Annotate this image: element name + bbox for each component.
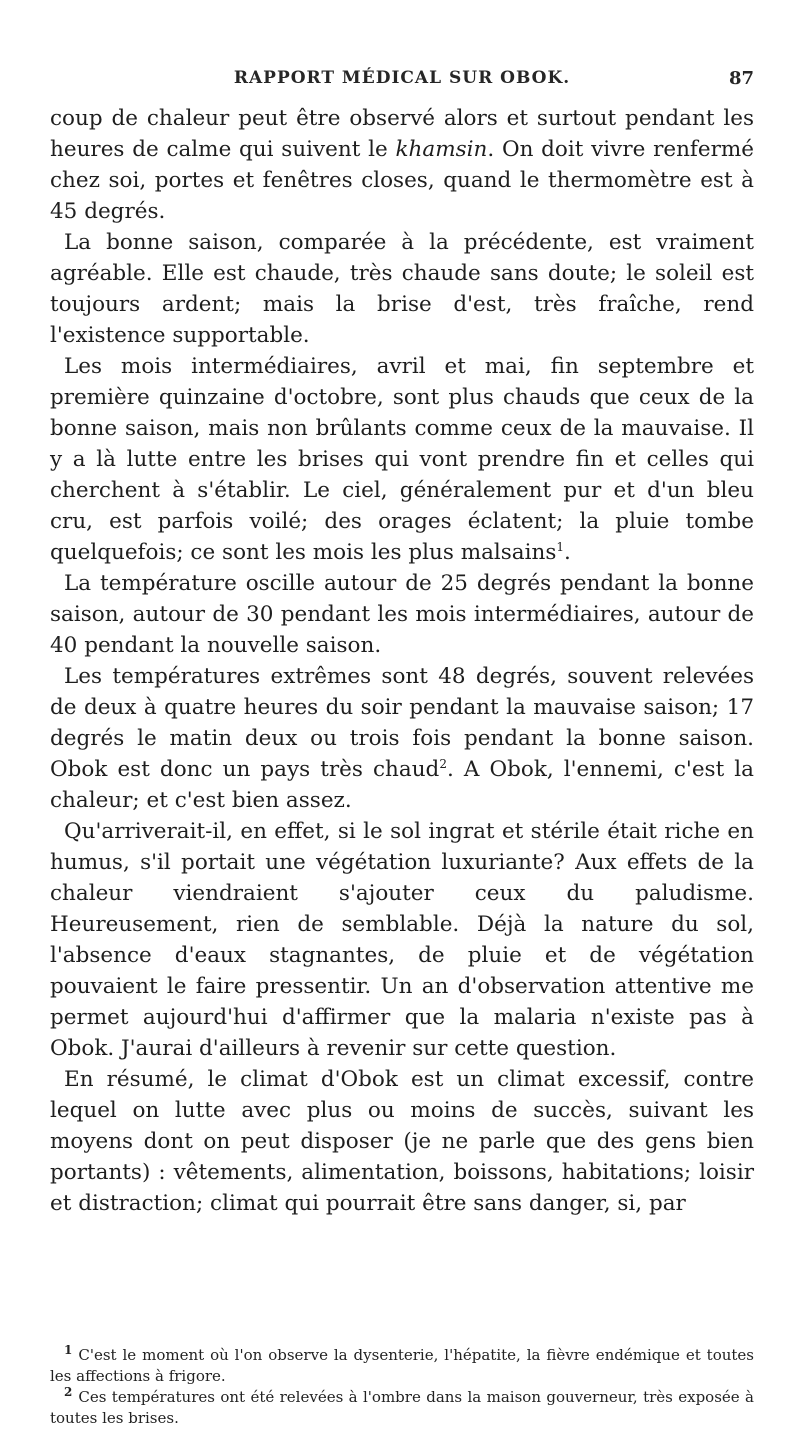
- footnote-1-text: C'est le moment où l'on observe la dysenterie, l'hépatite, la fièvre endémique et toutes les affections à frigore.: [50, 1346, 754, 1385]
- paragraph-3-part-b: .: [564, 540, 571, 565]
- paragraph-1: [50, 103, 754, 227]
- paragraph-1-part-b: . On doit vivre renfermé chez soi, portes et fenêtres closes, quand le thermomètre est à 45 degrés.: [50, 137, 754, 224]
- footnote-1-mark: 1: [64, 1343, 73, 1357]
- paragraph-4: La température oscille autour de 25 degrés pendant la bonne saison, autour de 30 pendant les mois intermédiaires, autour de 40 pendant la nouvelle saison.: [50, 571, 754, 658]
- footnote-2-text: Ces températures ont été relevées à l'ombre dans la maison gouverneur, très exposée à toutes les brises.: [50, 1388, 754, 1427]
- paragraph-7: En résumé, le climat d'Obok est un climat excessif, contre lequel on lutte avec plus ou moins de succès, suivant les moyens dont on peut disposer (je ne parle que des gens bien portants) : vêtements, alimentation, boissons, habitations; loisir et distraction; climat qui pourrait être sans danger, si, par: [50, 1067, 754, 1216]
- paragraph-5-part-b: . A Obok, l'ennemi, c'est la chaleur; et c'est bien assez.: [50, 757, 754, 813]
- paragraph-6: Qu'arriverait-il, en effet, si le sol ingrat et stérile était riche en humus, s'il portait une végétation luxuriante? Aux effets de la chaleur viendraient s'ajouter ceux du paludisme. Heureusement, rien de semblable. Déjà la nature du sol, l'absence d'eaux stagnantes, de pluie et de végétation pouvaient le faire pressentir. Un an d'observation attentive me permet aujourd'hui d'affirmer que la malaria n'existe pas à Obok. J'aurai d'ailleurs à revenir sur cette question.: [50, 819, 754, 1061]
- footnote-2: [50, 1387, 754, 1429]
- running-head: RAPPORT MÉDICAL SUR OBOK.: [233, 68, 571, 88]
- paragraph-2: La bonne saison, comparée à la précédente, est vraiment agréable. Elle est chaude, très chaude sans doute; le soleil est toujours ardent; mais la brise d'est, très fraîche, rend l'existence supportable.: [50, 230, 754, 348]
- footnote-2-mark: 2: [64, 1385, 73, 1399]
- page-header: [50, 66, 754, 96]
- footnote-ref-2: 2: [439, 756, 447, 771]
- paragraph-5: [50, 661, 754, 816]
- paragraph-3: [50, 351, 754, 568]
- body-text: [50, 103, 754, 1219]
- footnote-1: [50, 1345, 754, 1387]
- paragraph-1-part-a: coup de chaleur peut être observé alors et surtout pendant les heures de calme qui suivent le: [50, 106, 754, 162]
- footnote-ref-1: 1: [556, 539, 565, 554]
- footnotes: [50, 1345, 754, 1429]
- paragraph-5-part-a: Les températures extrêmes sont 48 degrés, souvent relevées de deux à quatre heures du soir pendant la mauvaise saison; 17 degrés le matin deux ou trois fois pendant la bonne saison. Obok est donc un pays très chaud: [50, 664, 754, 782]
- page-number: 87: [728, 68, 754, 89]
- paragraph-1-italic-term: khamsin: [395, 137, 488, 162]
- paragraph-3-part-a: Les mois intermédiaires, avril et mai, fin septembre et première quinzaine d'octobre, sont plus chauds que ceux de la bonne saison, mais non brûlants comme ceux de la mauvaise. Il y a là lutte entre les brises qui vont prendre fin et celles qui cherchent à s'établir. Le ciel, généralement pur et d'un bleu cru, est parfois voilé; des orages éclatent; la pluie tombe quelquefois; ce sont les mois les plus malsains: [50, 354, 754, 565]
